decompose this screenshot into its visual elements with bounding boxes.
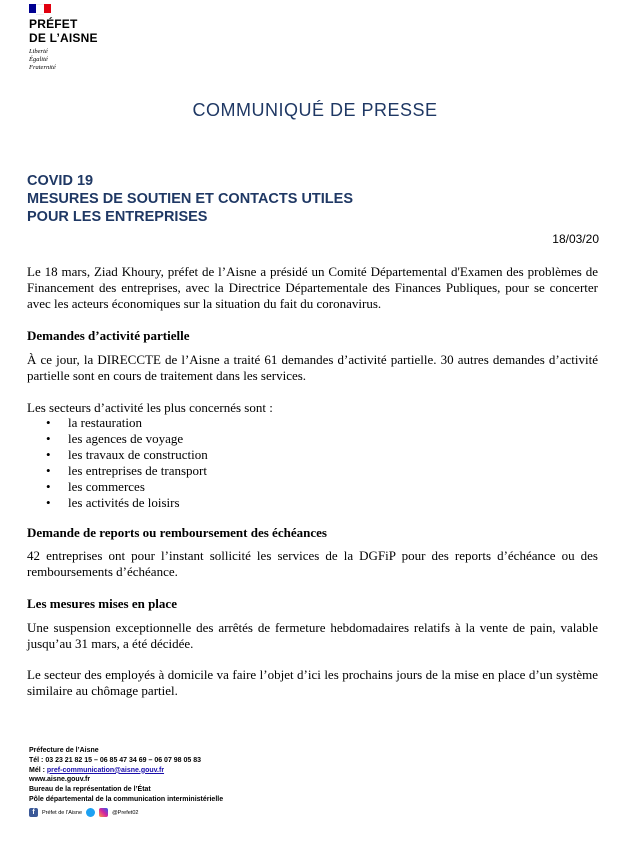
footer-website[interactable]: www.aisne.gouv.fr xyxy=(29,776,91,784)
headline-line-1: COVID 19 xyxy=(27,173,94,189)
mesures-paragraph-2 xyxy=(27,667,598,699)
intro-text: Le 18 mars, Ziad Khoury, préfet de l’Aisne a présidé un Comité Départemental d'Examen des problèmes de Financement des entreprises, avec la Directrice Départementale des Finances Publiques, pour se concerter avec les acteurs économiques sur la situation du fait du coronavirus. xyxy=(27,264,598,311)
list-item: • la restauration xyxy=(46,415,208,431)
headline-line-3: POUR LES ENTREPRISES xyxy=(27,209,208,225)
footer-pole: Pôle départemental de la communication interministérielle xyxy=(29,795,224,803)
mesures-text-1: Une suspension exceptionnelle des arrêtés de fermeture hebdomadaires relatifs à la vente de pain, valable jusqu’au 31 mars, a été décidée. xyxy=(27,620,598,651)
list-item: • les entreprises de transport xyxy=(46,463,208,479)
flag-blue-band xyxy=(29,4,36,13)
footer-email-line xyxy=(29,766,223,776)
press-release-title: COMMUNIQUÉ DE PRESSE xyxy=(192,100,438,120)
list-item: • les agences de voyage xyxy=(46,431,208,447)
prefet-logo-text xyxy=(29,18,98,45)
facebook-icon[interactable]: f xyxy=(29,808,38,817)
headline-line-2: MESURES DE SOUTIEN ET CONTACTS UTILES xyxy=(27,191,354,207)
flag-white-band xyxy=(36,4,43,15)
footer-email-link[interactable]: pref-communication@aisne.gouv.fr xyxy=(46,766,165,774)
motto-egalite: Égalité xyxy=(29,56,48,63)
sectors-intro: Les secteurs d’activité les plus concernés sont : xyxy=(27,400,273,415)
release-date: 18/03/20 xyxy=(552,232,599,246)
section-heading-reports: Demande de reports ou remboursement des échéances xyxy=(27,525,327,540)
marianne-flag-logo xyxy=(29,4,51,13)
footer-phone: Tél : 03 23 21 82 15 – 06 85 47 34 69 – 06 07 98 05 83 xyxy=(29,756,202,764)
section-heading-activite-partielle: Demandes d’activité partielle xyxy=(27,328,190,343)
mesures-text-2: Le secteur des employés à domicile va faire l’objet d’ici les prochains jours de la mise en place d’un système similaire au chômage partiel. xyxy=(27,667,598,698)
motto-fraternite: Fraternité xyxy=(29,64,56,71)
contact-footer xyxy=(29,746,223,805)
instagram-icon[interactable] xyxy=(99,808,108,817)
section-heading-mesures: Les mesures mises en place xyxy=(27,596,177,611)
headline xyxy=(27,172,353,226)
republic-motto xyxy=(29,48,56,72)
reports-paragraph xyxy=(27,548,598,580)
footer-org: Préfecture de l’Aisne xyxy=(29,747,99,754)
reports-text: 42 entreprises ont pour l’instant sollicité les services de la DGFiP pour des reports d’échéance ou des remboursements d’échéance. xyxy=(27,548,598,579)
twitter-handle[interactable]: @Prefet02 xyxy=(112,809,139,816)
list-item: • les travaux de construction xyxy=(46,447,208,463)
activite-partielle-text: À ce jour, la DIRECCTE de l’Aisne a traité 61 demandes d’activité partielle. 30 autres demandes d’activité partielle sont en cours de traitement dans les services. xyxy=(27,352,598,383)
intro-paragraph xyxy=(27,264,598,312)
footer-email-label: Mél : xyxy=(29,766,47,774)
prefet-line-1: PRÉFET xyxy=(29,17,78,31)
social-links xyxy=(29,808,138,817)
motto-liberte: Liberté xyxy=(29,48,48,55)
prefet-line-2: DE L’AISNE xyxy=(29,30,98,45)
mesures-paragraph-1 xyxy=(27,620,598,652)
facebook-handle[interactable]: Préfet de l’Aisne xyxy=(42,809,83,816)
activite-partielle-paragraph xyxy=(27,352,598,384)
list-item: • les activités de loisirs xyxy=(46,495,208,511)
sectors-list xyxy=(46,415,208,511)
footer-bureau: Bureau de la représentation de l’État xyxy=(29,786,151,794)
flag-red-band xyxy=(44,4,51,13)
list-item: • les commerces xyxy=(46,479,208,495)
twitter-icon[interactable] xyxy=(86,808,95,817)
